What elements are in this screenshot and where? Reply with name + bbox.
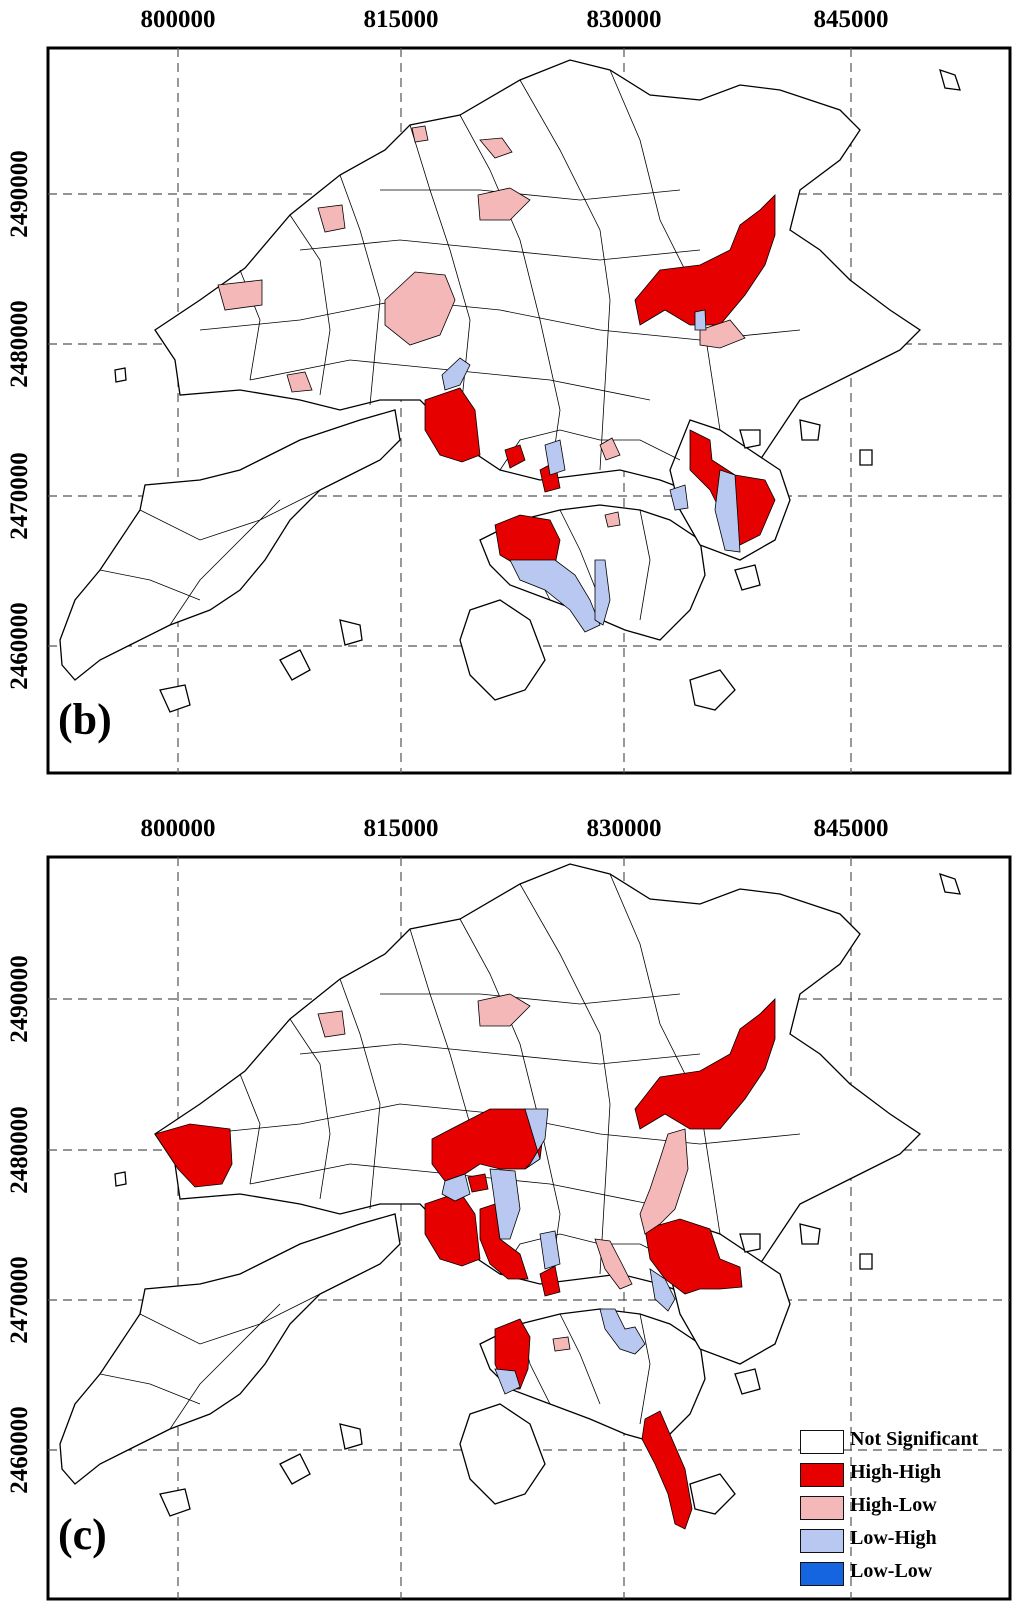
islet-8 (860, 1254, 872, 1269)
y-tick-label: 2470000 (6, 452, 33, 540)
islet-9 (115, 368, 126, 382)
x-tick-label: 800000 (140, 815, 216, 842)
x-tick-label: 845000 (813, 815, 889, 842)
x-tick-label: 845000 (813, 6, 889, 33)
legend-item-high-low (800, 1493, 1000, 1526)
map-canvas-b (0, 0, 1024, 805)
legend-item-low-high (800, 1526, 1000, 1559)
map-panel-c (0, 809, 1024, 1614)
legend-swatch (800, 1430, 844, 1454)
panel-label: (c) (58, 1510, 107, 1559)
y-tick-label: 2490000 (6, 150, 33, 238)
x-tick-label: 830000 (586, 815, 662, 842)
legend-swatch (800, 1562, 844, 1586)
y-tick-label: 2460000 (6, 602, 33, 690)
x-tick-label: 800000 (140, 6, 216, 33)
panel-label: (b) (58, 695, 112, 744)
islet-9 (115, 1172, 126, 1186)
legend-item-high-high (800, 1460, 1000, 1493)
x-tick-label: 815000 (363, 815, 439, 842)
legend-swatch (800, 1496, 844, 1520)
y-tick-label: 2470000 (6, 1256, 33, 1344)
x-tick-label: 815000 (363, 6, 439, 33)
legend-item-not-significant (800, 1427, 1000, 1460)
legend-swatch (800, 1529, 844, 1553)
map-panel-b (0, 0, 1024, 805)
map-legend (800, 1427, 1000, 1592)
legend-swatch (800, 1463, 844, 1487)
y-tick-label: 2460000 (6, 1406, 33, 1494)
legend-label: Low-Low (850, 1560, 933, 1582)
legend-label: High-High (850, 1461, 942, 1483)
x-tick-label: 830000 (586, 6, 662, 33)
islet-8 (860, 450, 872, 465)
legend-item-low-low (800, 1559, 1000, 1592)
y-tick-label: 2480000 (6, 300, 33, 388)
legend-label: Not Significant (850, 1428, 979, 1450)
legend-label: High-Low (850, 1494, 937, 1516)
y-tick-label: 2480000 (6, 1106, 33, 1194)
y-tick-label: 2490000 (6, 955, 33, 1043)
legend-label: Low-High (850, 1527, 937, 1549)
